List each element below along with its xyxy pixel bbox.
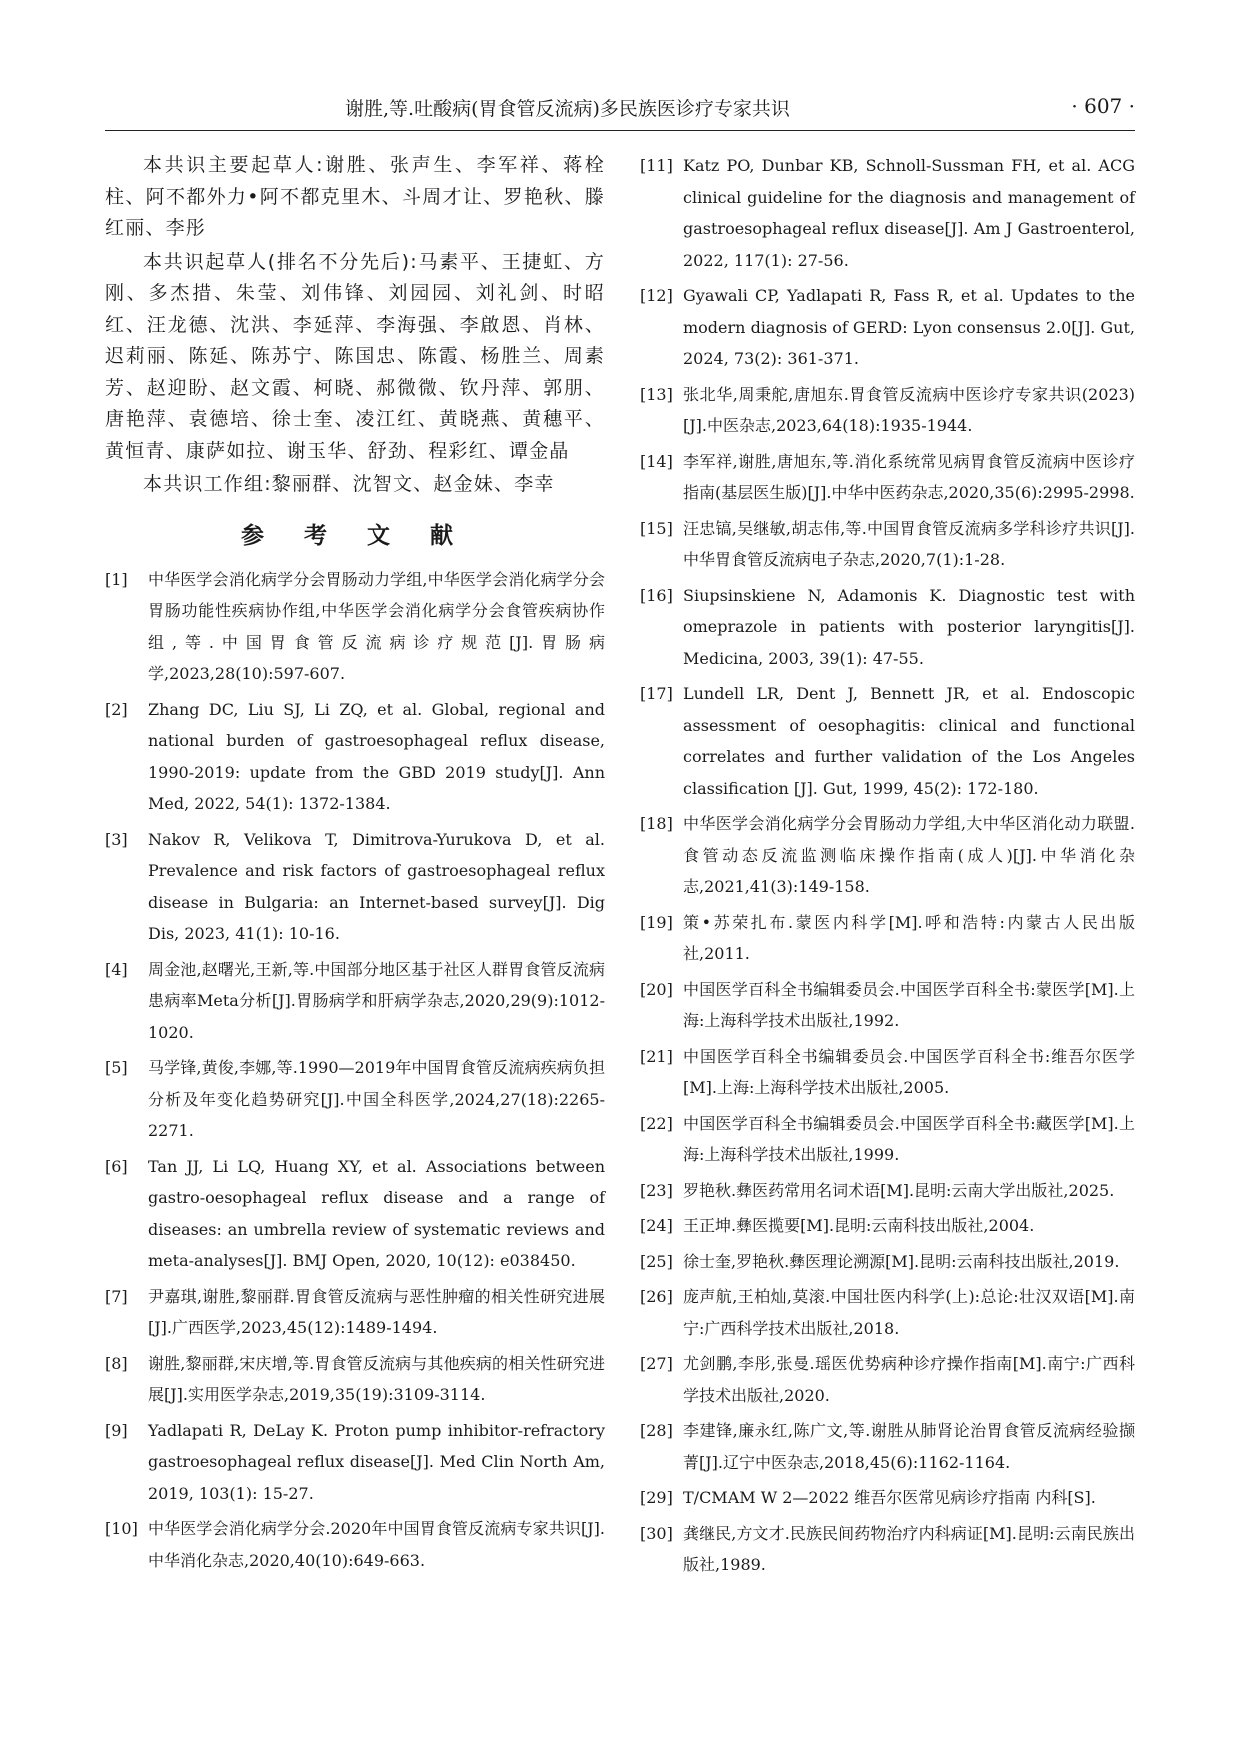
- running-header: [105, 94, 1135, 131]
- reference-text: 尹嘉琪,谢胜,黎丽群.胃食管反流病与恶性肿瘤的相关性研究进展[J].广西医学,2023,45(12):1489-1494.: [148, 1286, 605, 1337]
- reference-number: [15]: [640, 518, 673, 538]
- reference-item: [640, 907, 1135, 970]
- reference-number: [8]: [105, 1353, 128, 1373]
- reference-item: [105, 1281, 605, 1344]
- reference-item: [105, 824, 605, 950]
- reference-item: [640, 1281, 1135, 1344]
- running-title: 谢胜,等.吐酸病(胃食管反流病)多民族医诊疗专家共识: [345, 98, 790, 120]
- drafters-paragraph: 本共识起草人(排名不分先后):马素平、王捷虹、方刚、多杰措、朱莹、刘伟锋、刘园园、刘礼剑、时昭红、汪龙德、沈洪、李延萍、李海强、李啟恩、肖林、迟莉丽、陈延、陈苏宁、陈国忠、陈霞、杨胜兰、周素芳、赵迎盼、赵文霞、柯晓、郝微微、钦丹萍、郭朋、唐艳萍、袁德培、徐士奎、凌江红、黄晓燕、黄穗平、黄恒青、康萨如拉、谢玉华、舒劲、程彩红、谭金晶: [105, 250, 605, 462]
- reference-text: 徐士奎,罗艳秋.彝医理论溯源[M].昆明:云南科技出版社,2019.: [683, 1251, 1120, 1271]
- reference-list-right: [640, 150, 1135, 1581]
- reference-text: 中华医学会消化病学分会胃肠动力学组,中华医学会消化病学分会胃肠功能性疾病协作组,中华医学会消化病学分会食管疾病协作组,等.中国胃食管反流病诊疗规范[J].胃肠病学,2023,28(10):597-607.: [148, 569, 605, 683]
- reference-item: [105, 1151, 605, 1277]
- reference-text: 尤剑鹏,李彤,张曼.瑶医优势病种诊疗操作指南[M].南宁:广西科学技术出版社,2020.: [683, 1354, 1135, 1405]
- reference-text: 谢胜,黎丽群,宋庆增,等.胃食管反流病与其他疾病的相关性研究进展[J].实用医学杂志,2019,35(19):3109-3114.: [148, 1353, 605, 1404]
- reference-number: [10]: [105, 1519, 138, 1538]
- reference-text: 王正坤.彝医揽要[M].昆明:云南科技出版社,2004.: [683, 1216, 1035, 1235]
- reference-number: [1]: [105, 569, 128, 589]
- reference-item: [640, 580, 1135, 675]
- references-heading: 参 考 文 献: [240, 522, 470, 549]
- reference-number: [24]: [640, 1216, 673, 1235]
- reference-number: [21]: [640, 1046, 673, 1066]
- right-column: [640, 150, 1135, 1585]
- reference-item: [640, 808, 1135, 903]
- reference-text: Siupsinskiene N, Adamonis K. Diagnostic test with omeprazole in patients with posterior laryngitis[J]. Medicina, 2003, 39(1): 47-55.: [683, 585, 1135, 668]
- reference-text: T/CMAM W 2—2022 维吾尔医常见病诊疗指南 内科[S].: [683, 1488, 1096, 1507]
- reference-item: [105, 1348, 605, 1411]
- reference-item: [105, 1052, 605, 1147]
- reference-number: [22]: [640, 1113, 673, 1133]
- reference-text: 中国医学百科全书编辑委员会.中国医学百科全书:藏医学[M].上海:上海科学技术出版社,1999.: [683, 1113, 1135, 1164]
- reference-text: 中国医学百科全书编辑委员会.中国医学百科全书:蒙医学[M].上海:上海科学技术出版社,1992.: [683, 979, 1135, 1030]
- reference-item: [640, 1108, 1135, 1171]
- reference-text: Katz PO, Dunbar KB, Schnoll-Sussman FH, et al. ACG clinical guideline for the diagnosis and management of gastroesophageal reflux disease[J]. Am J Gastroenterol, 2022, 117(1): 27-56.: [683, 156, 1135, 270]
- reference-number: [2]: [105, 699, 128, 719]
- reference-item: [640, 1518, 1135, 1581]
- reference-number: [20]: [640, 979, 673, 999]
- reference-text: 中国医学百科全书编辑委员会.中国医学百科全书:维吾尔医学[M].上海:上海科学技术出版社,2005.: [683, 1046, 1135, 1097]
- reference-text: 龚继民,方文才.民族民间药物治疗内科病证[M].昆明:云南民族出版社,1989.: [683, 1523, 1135, 1574]
- reference-number: [16]: [640, 585, 673, 605]
- reference-number: [27]: [640, 1354, 673, 1373]
- reference-text: 马学锋,黄俊,李娜,等.1990—2019年中国胃食管反流病疾病负担分析及年变化趋势研究[J].中国全科医学,2024,27(18):2265-2271.: [148, 1058, 605, 1140]
- reference-item: [640, 379, 1135, 442]
- reference-item: [640, 1415, 1135, 1478]
- reference-number: [18]: [640, 814, 673, 833]
- reference-number: [29]: [640, 1488, 673, 1507]
- reference-item: [640, 678, 1135, 804]
- reference-number: [12]: [640, 286, 673, 305]
- reference-item: [640, 1348, 1135, 1411]
- reference-number: [23]: [640, 1180, 673, 1200]
- reference-item: [640, 1482, 1135, 1514]
- reference-text: Yadlapati R, DeLay K. Proton pump inhibitor-refractory gastroesophageal reflux disease[J]. Med Clin North Am, 2019, 103(1): 15-27.: [148, 1420, 605, 1503]
- reference-item: [105, 954, 605, 1049]
- reference-number: [14]: [640, 451, 673, 471]
- reference-item: [640, 974, 1135, 1037]
- reference-text: Nakov R, Velikova T, Dimitrova-Yurukova D, et al. Prevalence and risk factors of gastroesophageal reflux disease in Bulgaria: an Internet-based survey[J]. Dig Dis, 2023, 41(1): 10-16.: [148, 829, 605, 943]
- reference-text: 策•苏荣扎布.蒙医内科学[M].呼和浩特:内蒙古人民出版社,2011.: [683, 912, 1135, 963]
- reference-text: 庞声航,王柏灿,莫滚.中国壮医内科学(上):总论:壮汉双语[M].南宁:广西科学技术出版社,2018.: [683, 1287, 1135, 1338]
- reference-text: 汪忠镐,吴继敏,胡志伟,等.中国胃食管反流病多学科诊疗共识[J].中华胃食管反流病电子杂志,2020,7(1):1-28.: [683, 518, 1135, 569]
- reference-text: 李军祥,谢胜,唐旭东,等.消化系统常见病胃食管反流病中医诊疗指南(基层医生版)[J].中华中医药杂志,2020,35(6):2995-2998.: [683, 451, 1135, 502]
- reference-number: [6]: [105, 1156, 128, 1176]
- working-group-paragraph: 本共识工作组:黎丽群、沈智文、赵金妹、李幸: [143, 473, 555, 495]
- reference-number: [4]: [105, 959, 128, 979]
- reference-item: [640, 1246, 1135, 1278]
- reference-text: 罗艳秋.彝医药常用名词术语[M].昆明:云南大学出版社,2025.: [683, 1180, 1115, 1200]
- page-number: · 607 ·: [1071, 94, 1135, 118]
- reference-number: [30]: [640, 1523, 673, 1543]
- reference-text: Lundell LR, Dent J, Bennett JR, et al. Endoscopic assessment of oesophagitis: clinical and functional correlates and further validation of the Los Angeles classification [J]. Gut, 1999, 45(2): 172-180.: [683, 684, 1135, 798]
- reference-text: Gyawali CP, Yadlapati R, Fass R, et al. Updates to the modern diagnosis of GERD: Lyon consensus 2.0[J]. Gut, 2024, 73(2): 361-371.: [683, 286, 1135, 368]
- reference-number: [26]: [640, 1287, 673, 1306]
- reference-number: [5]: [105, 1058, 128, 1077]
- reference-number: [25]: [640, 1251, 673, 1271]
- reference-item: [640, 150, 1135, 276]
- reference-number: [3]: [105, 829, 128, 849]
- main-drafters-paragraph: 本共识主要起草人:谢胜、张声生、李军祥、蒋栓柱、阿不都外力•阿不都克里木、斗周才让、罗艳秋、滕红丽、李彤: [105, 154, 605, 239]
- reference-text: 周金池,赵曙光,王新,等.中国部分地区基于社区人群胃食管反流病患病率Meta分析[J].胃肠病学和肝病学杂志,2020,29(9):1012-1020.: [148, 959, 605, 1042]
- reference-item: [105, 1513, 605, 1576]
- reference-number: [9]: [105, 1420, 128, 1440]
- reference-item: [640, 1175, 1135, 1207]
- reference-number: [7]: [105, 1286, 128, 1306]
- reference-number: [11]: [640, 156, 673, 175]
- left-column: [105, 150, 605, 1580]
- reference-item: [640, 513, 1135, 576]
- reference-item: [640, 280, 1135, 375]
- reference-text: Zhang DC, Liu SJ, Li ZQ, et al. Global, regional and national burden of gastroesophageal reflux disease, 1990-2019: update from the GBD 2019 study[J]. Ann Med, 2022, 54(1): 1372-1384.: [148, 699, 605, 813]
- reference-text: 李建锋,廉永红,陈广文,等.谢胜从肺肾论治胃食管反流病经验撷菁[J].辽宁中医杂志,2018,45(6):1162-1164.: [683, 1421, 1135, 1472]
- reference-item: [105, 564, 605, 690]
- reference-text: 张北华,周秉舵,唐旭东.胃食管反流病中医诊疗专家共识(2023)[J].中医杂志,2023,64(18):1935-1944.: [683, 384, 1135, 435]
- reference-text: Tan JJ, Li LQ, Huang XY, et al. Associations between gastro-oesophageal reflux disease and a range of diseases: an umbrella review of systematic reviews and meta-analyses[J]. BMJ Open, 2020, 10(12): e038450.: [148, 1156, 605, 1270]
- reference-list-left: [105, 564, 605, 1577]
- reference-item: [105, 1415, 605, 1510]
- reference-number: [28]: [640, 1421, 673, 1440]
- reference-item: [640, 446, 1135, 509]
- reference-item: [105, 694, 605, 820]
- reference-number: [17]: [640, 684, 673, 703]
- reference-item: [640, 1041, 1135, 1104]
- reference-item: [640, 1210, 1135, 1242]
- reference-number: [13]: [640, 384, 673, 404]
- reference-text: 中华医学会消化病学分会.2020年中国胃食管反流病专家共识[J].中华消化杂志,2020,40(10):649-663.: [148, 1519, 605, 1570]
- reference-number: [19]: [640, 912, 673, 932]
- reference-text: 中华医学会消化病学分会胃肠动力学组,大中华区消化动力联盟.食管动态反流监测临床操作指南(成人)[J].中华消化杂志,2021,41(3):149-158.: [683, 814, 1135, 896]
